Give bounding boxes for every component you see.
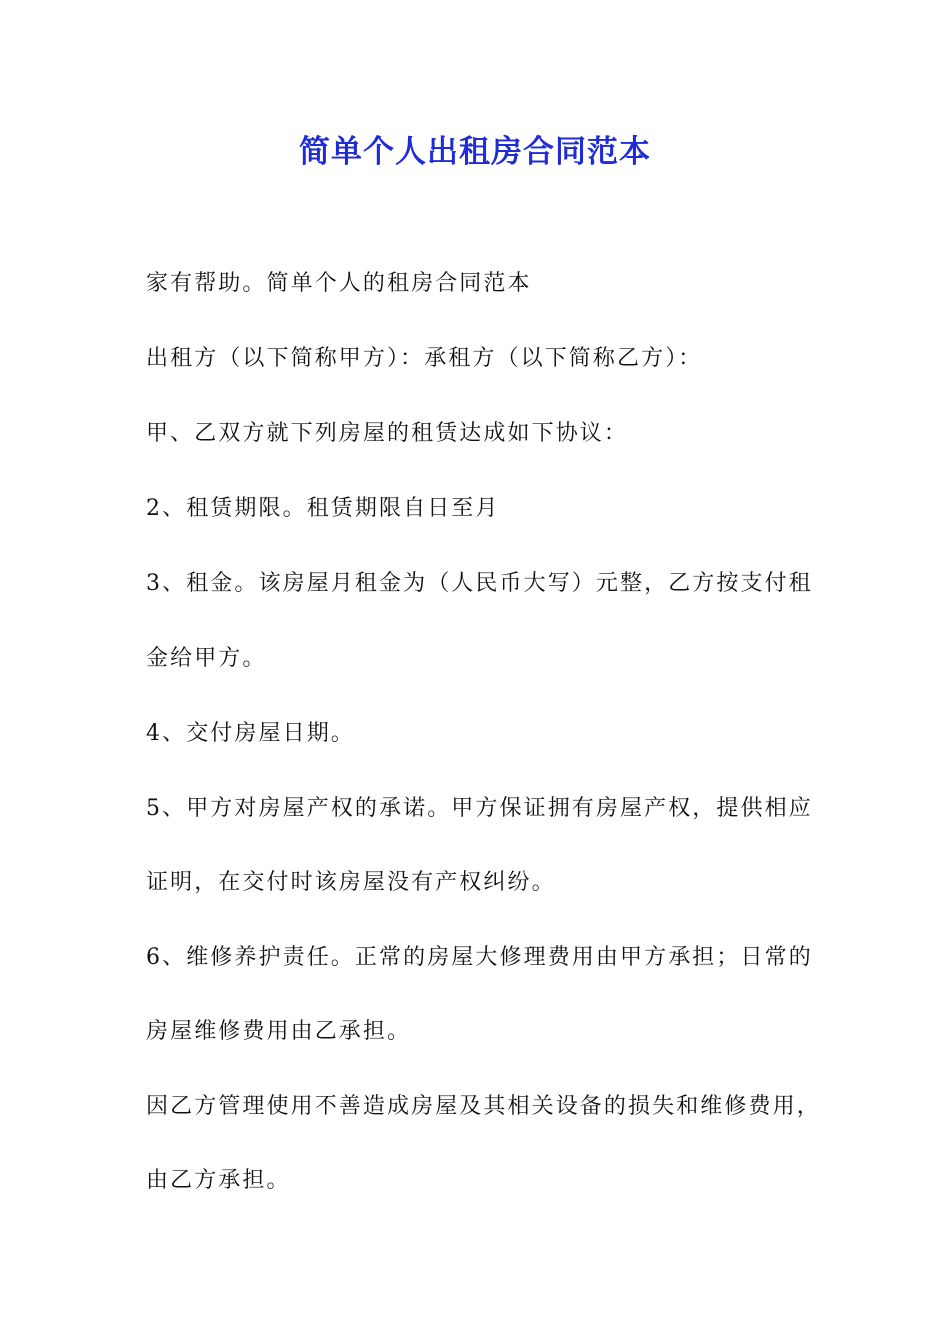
body-line-3: 甲、乙双方就下列房屋的租赁达成如下协议：	[146, 421, 629, 446]
body-line-2: 出租方（以下简称甲方）：承租方（以下简称乙方）：	[146, 346, 703, 371]
body-line-9: 证明，在交付时该房屋没有产权纠纷。	[146, 870, 556, 895]
body-line-1: 家有帮助。简单个人的租房合同范本	[146, 271, 532, 296]
body-line-8: 5、甲方对房屋产权的承诺。甲方保证拥有房屋产权，提供相应	[146, 796, 813, 821]
body-line-5: 3、租金。该房屋月租金为（人民币大写）元整，乙方按支付租	[146, 571, 813, 596]
body-line-6: 金给甲方。	[146, 646, 267, 671]
body-line-12: 因乙方管理使用不善造成房屋及其相关设备的损失和维修费用，	[146, 1094, 821, 1119]
body-line-13: 由乙方承担。	[146, 1168, 291, 1193]
body-line-11: 房屋维修费用由乙承担。	[146, 1019, 412, 1044]
page-title: 简单个人出租房合同范本	[299, 134, 651, 170]
body-line-10: 6、维修养护责任。正常的房屋大修理费用由甲方承担；日常的	[146, 945, 813, 970]
body-line-7: 4、交付房屋日期。	[146, 721, 355, 746]
body-line-4: 2、租赁期限。租赁期限自日至月	[146, 496, 500, 521]
